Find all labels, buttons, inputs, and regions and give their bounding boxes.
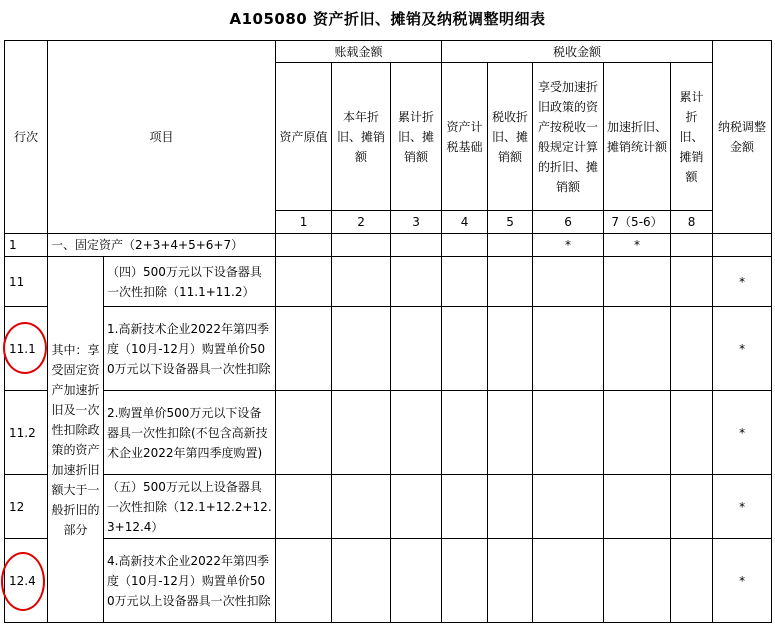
row-number: 1	[5, 234, 48, 257]
table-row	[5, 475, 772, 539]
table-row	[5, 539, 772, 623]
cell[interactable]	[604, 307, 671, 391]
cell: *	[533, 234, 604, 257]
col-num-5: 5	[488, 211, 533, 234]
cell[interactable]	[488, 234, 533, 257]
col-num-6: 6	[533, 211, 604, 234]
cell[interactable]	[604, 257, 671, 307]
col-num-2: 2	[332, 211, 391, 234]
cell[interactable]	[604, 475, 671, 539]
cell: *	[713, 391, 772, 475]
cell[interactable]	[671, 539, 713, 623]
cell[interactable]	[276, 307, 332, 391]
cell[interactable]	[276, 475, 332, 539]
cell[interactable]	[391, 257, 442, 307]
row-number: 11	[5, 257, 48, 307]
row-label: 2.购置单价500万元以下设备器具一次性扣除(不包含高新技术企业2022年第四季度购置)	[104, 391, 276, 475]
cell[interactable]	[488, 539, 533, 623]
header-col8: 累计折旧、摊销额	[671, 63, 713, 211]
cell[interactable]	[671, 307, 713, 391]
cell[interactable]	[332, 234, 391, 257]
cell: *	[713, 307, 772, 391]
row-label: 一、固定资产（2+3+4+5+6+7）	[48, 234, 276, 257]
cell[interactable]	[533, 307, 604, 391]
cell[interactable]	[276, 257, 332, 307]
cell[interactable]	[488, 307, 533, 391]
header-col9: 纳税调整金额	[713, 41, 772, 234]
table-row	[5, 234, 772, 257]
red-circle-annotation-11-1	[3, 322, 47, 374]
col-num-7: 7（5-6）	[604, 211, 671, 234]
red-circle-annotation-12-4	[1, 552, 45, 611]
cell[interactable]	[442, 391, 488, 475]
cell[interactable]	[332, 475, 391, 539]
cell[interactable]	[391, 307, 442, 391]
depreciation-table	[4, 40, 772, 623]
header-item: 项目	[48, 41, 276, 234]
cell[interactable]	[488, 391, 533, 475]
cell[interactable]	[332, 391, 391, 475]
header-col1: 资产原值	[276, 63, 332, 211]
cell[interactable]	[533, 475, 604, 539]
cell[interactable]	[533, 539, 604, 623]
header-col6: 享受加速折旧政策的资产按税收一般规定计算的折旧、摊销额	[533, 63, 604, 211]
cell: *	[713, 475, 772, 539]
cell[interactable]	[604, 391, 671, 475]
row-label: （四）500万元以下设备器具一次性扣除（11.1+11.2）	[104, 257, 276, 307]
cell[interactable]	[533, 257, 604, 307]
row-number: 12.4	[5, 539, 48, 623]
header-col7: 加速折旧、摊销统计额	[604, 63, 671, 211]
cell[interactable]	[391, 234, 442, 257]
cell[interactable]	[442, 475, 488, 539]
header-row-no: 行次	[5, 41, 48, 234]
cell[interactable]	[488, 475, 533, 539]
cell[interactable]	[442, 234, 488, 257]
cell[interactable]	[671, 391, 713, 475]
row-label: 4.高新技术企业2022年第四季度（10月-12月）购置单价500万元以上设备器具一次性扣除	[104, 539, 276, 623]
cell[interactable]	[713, 234, 772, 257]
cell[interactable]	[276, 234, 332, 257]
cell[interactable]	[332, 307, 391, 391]
cell[interactable]	[391, 475, 442, 539]
table-row	[5, 257, 772, 307]
cell[interactable]	[391, 391, 442, 475]
table-row	[5, 391, 772, 475]
cell[interactable]	[391, 539, 442, 623]
cell[interactable]	[442, 539, 488, 623]
header-col2: 本年折旧、摊销额	[332, 63, 391, 211]
header-col3: 累计折旧、摊销额	[391, 63, 442, 211]
row-number: 11.2	[5, 391, 48, 475]
cell[interactable]	[276, 391, 332, 475]
cell[interactable]	[533, 391, 604, 475]
cell[interactable]	[442, 257, 488, 307]
cell[interactable]	[276, 539, 332, 623]
row-number: 12	[5, 475, 48, 539]
col-num-4: 4	[442, 211, 488, 234]
header-col4: 资产计税基础	[442, 63, 488, 211]
row-label: （五）500万元以上设备器具一次性扣除（12.1+12.2+12.3+12.4）	[104, 475, 276, 539]
row-label: 1.高新技术企业2022年第四季度（10月-12月）购置单价500万元以下设备器具一次性扣除	[104, 307, 276, 391]
form-title: A105080 资产折旧、摊销及纳税调整明细表	[229, 10, 546, 28]
side-label: 其中：享受固定资产加速折旧及一次性扣除政策的资产加速折旧额大于一般折旧的部分	[48, 257, 104, 623]
table-row	[5, 307, 772, 391]
cell: *	[713, 257, 772, 307]
row-number: 11.1	[5, 307, 48, 391]
cell[interactable]	[671, 475, 713, 539]
header-tax-amount: 税收金额	[442, 41, 713, 63]
header-book-amount: 账载金额	[276, 41, 442, 63]
cell[interactable]	[332, 257, 391, 307]
header-col5: 税收折旧、摊销额	[488, 63, 533, 211]
cell: *	[713, 539, 772, 623]
cell[interactable]	[488, 257, 533, 307]
cell[interactable]	[671, 257, 713, 307]
cell: *	[604, 234, 671, 257]
cell[interactable]	[604, 539, 671, 623]
col-num-3: 3	[391, 211, 442, 234]
cell[interactable]	[332, 539, 391, 623]
cell[interactable]	[671, 234, 713, 257]
col-num-8: 8	[671, 211, 713, 234]
col-num-1: 1	[276, 211, 332, 234]
cell[interactable]	[442, 307, 488, 391]
